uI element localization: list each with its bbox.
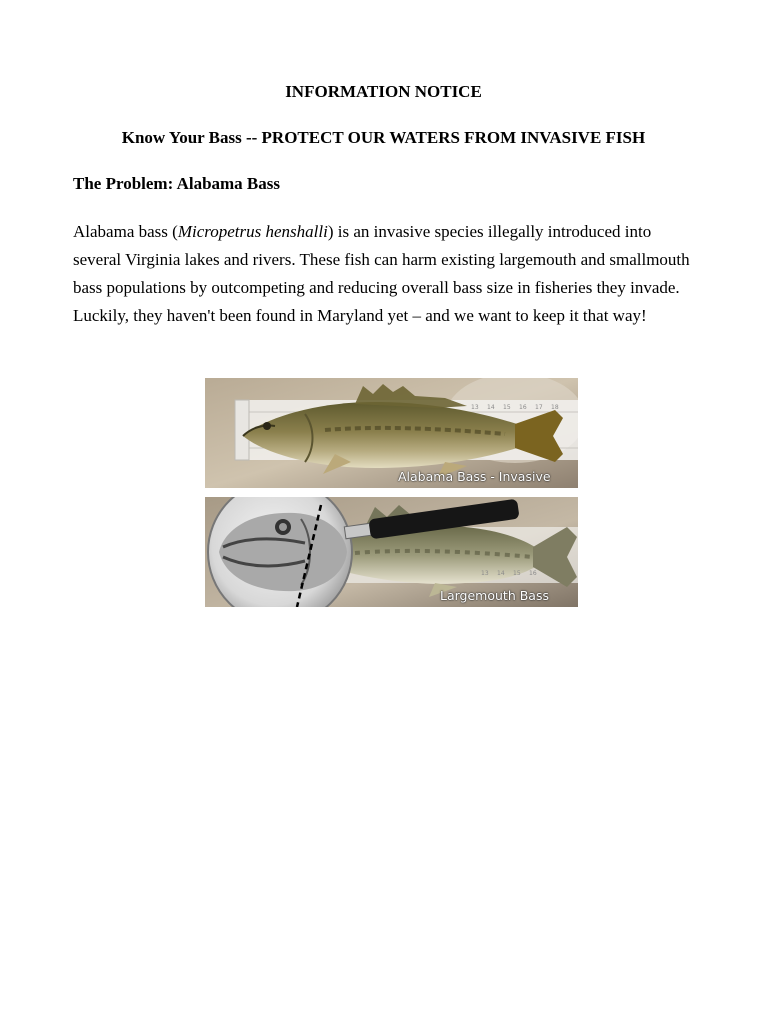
notice-subtitle: Know Your Bass -- PROTECT OUR WATERS FROM INVASIVE FISH: [121, 128, 646, 147]
alabama-bass-caption: Alabama Bass - Invasive: [398, 469, 551, 484]
ruler-tick: 13: [471, 404, 479, 411]
problem-paragraph: [73, 218, 723, 330]
ruler-tick: 16: [529, 570, 537, 577]
largemouth-bass-caption: Largemouth Bass: [440, 588, 549, 603]
ruler-tick: 15: [513, 570, 521, 577]
alabama-bass-photo: [205, 378, 578, 488]
scientific-name: Micropetrus henshalli: [177, 222, 328, 241]
ruler-tick: 18: [551, 404, 559, 411]
section-heading: The Problem: Alabama Bass: [73, 174, 281, 193]
largemouth-bass-photo: [205, 497, 578, 607]
notice-title: INFORMATION NOTICE: [285, 82, 482, 101]
paragraph-line-1: Alabama bass (Micropetrus henshalli) is an invasive species illegally introduced into: [73, 222, 652, 241]
ruler-tick: 14: [487, 404, 495, 411]
ruler-tick: 14: [497, 570, 505, 577]
ruler-tick: 16: [519, 404, 527, 411]
ruler-tick: 15: [503, 404, 511, 411]
paragraph-line-4: Luckily, they haven't been found in Maryland yet – and we want to keep it that way!: [73, 306, 647, 325]
paragraph-line-2: several Virginia lakes and rivers. These fish can harm existing largemouth and smallmouth: [73, 250, 690, 269]
paragraph-line-3: bass populations by outcompeting and reducing overall bass size in fisheries they invade.: [73, 278, 680, 297]
ruler-tick: 17: [535, 404, 543, 411]
ruler-tick: 13: [481, 570, 489, 577]
